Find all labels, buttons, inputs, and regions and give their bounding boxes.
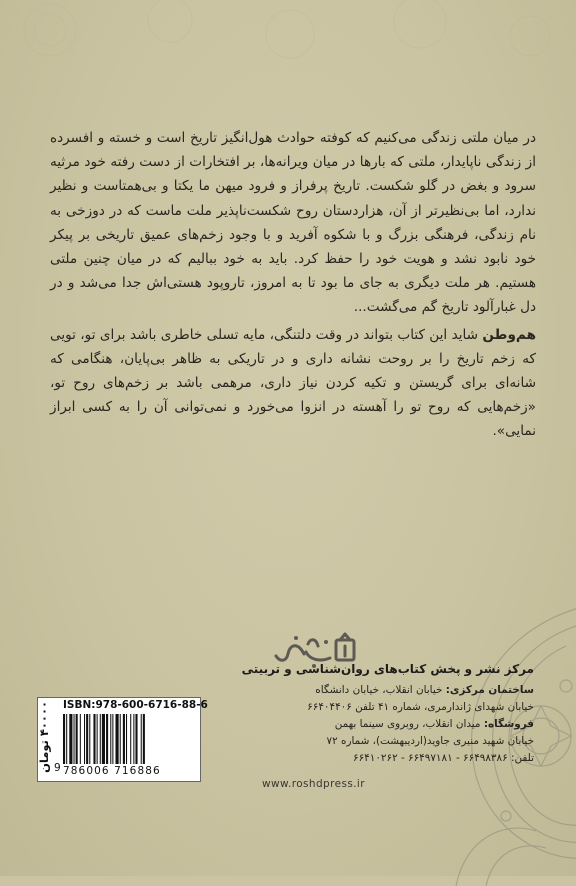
barcode-bar <box>130 714 131 764</box>
barcode-bar <box>116 714 119 764</box>
barcode-bar <box>120 714 121 764</box>
store-label: فروشگاه: <box>483 718 534 730</box>
barcode-bar <box>63 714 65 764</box>
barcode-bar <box>100 714 101 764</box>
barcode-bar <box>106 714 108 764</box>
barcode-bar <box>93 714 95 764</box>
barcode-bar <box>102 714 105 764</box>
back-cover-text <box>50 126 536 444</box>
hq-label: ساختمان مرکزی: <box>445 684 534 696</box>
barcode-bar <box>86 714 88 764</box>
store-address-line2: خیابان شهید منیری جاوید(اردیبهشت)، شماره ۷۲ <box>326 735 534 747</box>
hq-address <box>200 682 534 699</box>
barcode-bars <box>63 714 195 764</box>
phone-numbers: تلفن: ۶۶۴۹۸۳۸۶ - ۶۶۴۹۷۱۸۱ - ۶۶۴۱۰۲۶۲ <box>353 752 534 764</box>
barcode-bar <box>112 714 113 764</box>
barcode-bar <box>135 714 137 764</box>
barcode-bar <box>97 714 98 764</box>
barcode-bar <box>110 714 111 764</box>
barcode-bar <box>123 714 125 764</box>
barcode-bar <box>133 714 134 764</box>
store-address-text: میدان انقلاب، روبروی سینما بهمن <box>334 718 484 730</box>
hq-address-line2: خیابان شهدای ژاندارمری، شماره ۴۱ تلفن ۶۶۴۰۴۴۰۶ <box>307 701 534 713</box>
barcode-bar <box>76 714 78 764</box>
website-link[interactable]: www.roshdpress.ir <box>262 778 365 790</box>
barcode-digits: 786006 716886 <box>63 765 161 777</box>
second-paragraph <box>50 323 536 444</box>
hq-address-text: خیابان انقلاب، خیابان دانشگاه <box>315 684 446 696</box>
isbn-text: ISBN:978-600-6716-88-6 <box>63 699 208 711</box>
barcode-bar <box>143 714 145 764</box>
barcode-bar <box>126 714 127 764</box>
price-label: ۴۰۰۰۰ تومان <box>37 701 51 773</box>
barcode-bar <box>69 714 72 764</box>
barcode-bar <box>74 714 75 764</box>
publisher-name: مرکز نشر و پخش کتاب‌های روان‌شناسی و تربیتی <box>241 662 534 676</box>
barcode-bar <box>84 714 85 764</box>
store-address <box>200 716 534 733</box>
keyword-hamvatan: هم‌وطن <box>482 326 536 343</box>
barcode-bar <box>80 714 81 764</box>
barcode-bar <box>141 714 142 764</box>
barcode-bar <box>66 714 67 764</box>
second-paragraph-text: شاید این کتاب بتواند در وقت دلتنگی، مایه تسلی خاطری باشد برای تو، تویی که زخم تاریخ را بر روحت نشانه داری و در تاریکی به ظاهر بی‌پایان، هنگامی که شانه‌ای برای گریستن و تکیه کردن نیاز داری، مرهمی باشد بر زخم‌های روح تو، «زخم‌هایی که روح تو را آهسته در انزوا می‌خورد و نمی‌توانی آن را به کسی ابراز نمایی». <box>50 326 536 440</box>
barcode-bar <box>89 714 90 764</box>
barcode-first-digit: 9 <box>54 762 61 774</box>
intro-paragraph: در میان ملتی زندگی می‌کنیم که کوفته حوادث هول‌انگیز تاریخ است و خسته و افسرده از زندگی ناپایدار، ملتی که بارها در میان ویرانه‌ها، بر افتخارات از دست رفته خود مرثیه سرود و بغض در گلو شکست. تاریخ پرفراز و فرود میهن ما یکتا و بی‌همتاست و نظیر ندارد، اما بی‌نظیرتر از آن، هزاردستان روح شکست‌ناپذیر ملت ماست که در دوزخی به نام زندگی، فرهنگی بزرگ و با شکوه آفرید و با وجود زخم‌های عمیق تاریخی بر پیکر خود نابود نشد و هویت خود را حفظ کرد. باید به خود ببالیم که در میان چنین ملتی هستیم. هر ملت دیگری به جای ما بود تا به امروز، تاروپود هستی‌اش جدا می‌شد و در دل غبارآلود تاریخ گم می‌گشت... <box>50 130 536 316</box>
decorative-pattern-top <box>0 0 566 100</box>
